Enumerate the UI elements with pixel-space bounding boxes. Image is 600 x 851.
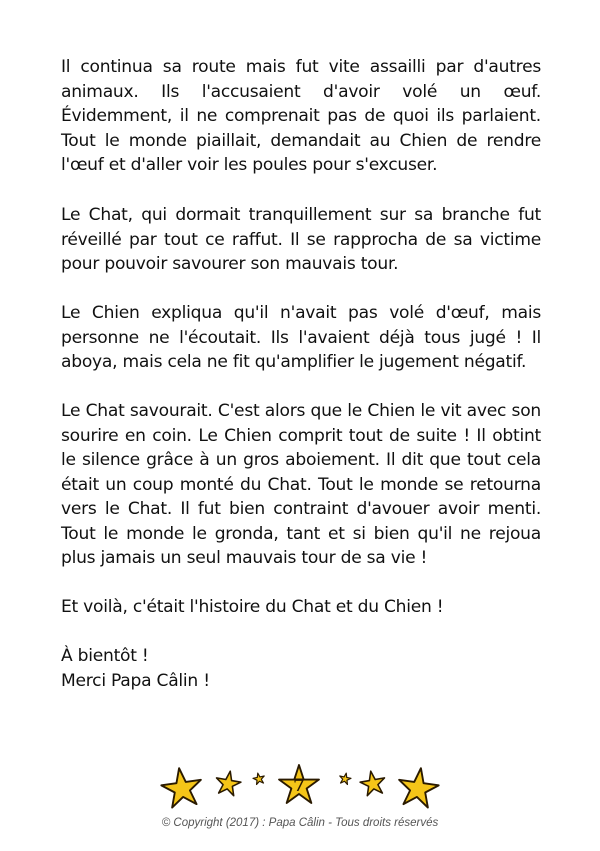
star-large-right-icon <box>396 765 441 808</box>
closing-greeting: À bientôt ! <box>61 646 149 666</box>
page-footer-stars <box>0 757 600 817</box>
star-large-left-icon <box>159 765 204 808</box>
closing-thanks: Merci Papa Câlin ! <box>61 670 210 691</box>
star-medium-left-icon <box>214 769 242 796</box>
closing-block <box>61 644 541 693</box>
copyright-notice: © Copyright (2017) : Papa Câlin - Tous droits réservés <box>161 817 439 829</box>
paragraph-5: Et voilà, c'était l'histoire du Chat et du Chien ! <box>61 597 444 617</box>
paragraph-1: Il continua sa route mais fut vite assailli par d'autres animaux. Ils l'accusaient d'avoir volé un œuf. Évidemment, il ne comprenait pas de quoi ils parlaient. Tout le monde piaillait, demandait au Chien de rendre l'œuf et d'aller voir les poules pour s'excuser. <box>61 57 541 175</box>
paragraph-3: Le Chien expliqua qu'il n'avait pas volé d'œuf, mais personne ne l'écoutait. Ils l'avaient déjà tous jugé ! Il aboya, mais cela ne fit qu'amplifier le jugement négatif. <box>61 303 541 372</box>
page-number: 7 <box>293 776 305 796</box>
star-small-left-icon <box>252 772 265 785</box>
star-small-right-icon <box>338 772 351 785</box>
star-medium-right-icon <box>359 769 387 796</box>
paragraph-2: Le Chat, qui dormait tranquillement sur sa branche fut réveillé par tout ce raffut. Il se rapprocha de sa victime pour pouvoir savourer son mauvais tour. <box>61 205 541 274</box>
paragraph-4: Le Chat savourait. C'est alors que le Chien le vit avec son sourire en coin. Le Chien comprit tout de suite ! Il obtint le silence grâce à un gros aboiement. Il dit que tout cela était un coup monté du Chat. Tout le monde se retourna vers le Chat. Il fut bien contraint d'avouer avoir menti. Tout le monde le gronda, tant et si bien qu'il ne rejoua plus jamais un seul mauvais tour de sa vie ! <box>61 401 541 568</box>
stars-graphic <box>0 757 600 817</box>
